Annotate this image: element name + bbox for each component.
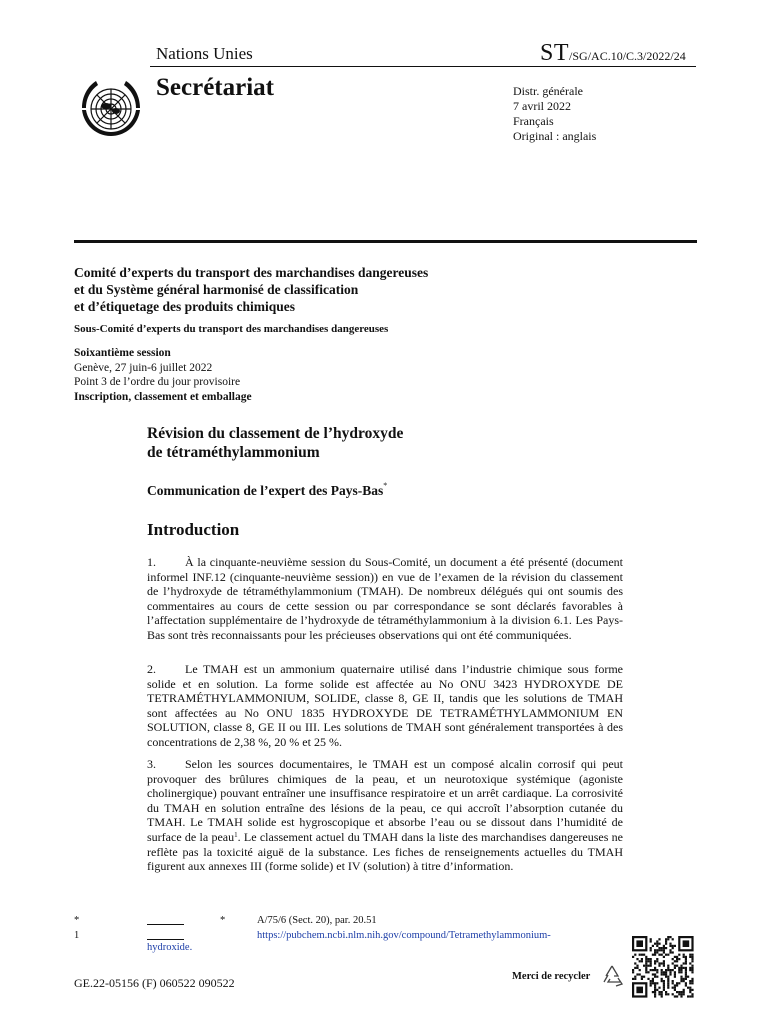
paragraph-text: Selon les sources documentaires, le TMAH est un composé alcalin corrosif qui peut provoquer des brûlures chimiques de la peau, et un neurotoxique systémique (agoniste cholinergique) pouvant entraîner une insuffisance respiratoire et un arrêt cardiaque. La corrosivité du TMAH en solution entraîne des lésions de la peau, ce qui accroît l’absorption cutanée du TMAH. Le TMAH solide est hygroscopique et absorbe l’eau ou se dissout dans l’humidité de surface de la peau bbox=[147, 757, 623, 844]
agenda-item: Point 3 de l’ordre du jour provisoire bbox=[74, 376, 241, 389]
footnote-link[interactable]: hydroxide. bbox=[147, 942, 193, 953]
footnote-rule bbox=[147, 939, 184, 940]
document-title-line: Révision du classement de l’hydroxyde bbox=[147, 425, 404, 442]
symbol-prefix: ST bbox=[540, 40, 570, 66]
committee-line: Comité d’experts du transport des marchandises dangereuses bbox=[74, 265, 429, 280]
qr-code-icon bbox=[630, 936, 696, 998]
paragraph-text: . Le classement actuel du TMAH dans la liste des marchandises dangereuses ne reflète pas la toxicité aiguë de la substance. Les fiches de renseignements actuelles du TMAH figurent aux annexes III (forme solide) et IV (solution) à titre d’information. bbox=[147, 829, 623, 874]
paragraph bbox=[147, 662, 623, 750]
committee-line: et d’étiquetage des produits chimiques bbox=[74, 299, 296, 314]
job-number: GE.22-05156 (F) 060522 090522 bbox=[74, 976, 235, 990]
document-title-line: de tétraméthylammonium bbox=[147, 444, 320, 461]
communication-line bbox=[147, 483, 387, 499]
distribution-block bbox=[513, 84, 596, 144]
organization-name: Nations Unies bbox=[156, 44, 253, 63]
recycle-label: Merci de recycler bbox=[512, 971, 591, 982]
paragraph bbox=[147, 555, 623, 643]
communication-text: Communication de l’expert des Pays-Bas bbox=[147, 483, 384, 498]
section-heading: Introduction bbox=[147, 520, 240, 539]
footnote-marker: * bbox=[220, 915, 226, 926]
paragraph-number: 3. bbox=[147, 757, 156, 771]
footnote-rule bbox=[147, 924, 184, 925]
subcommittee-name: Sous-Comité d’experts du transport des marchandises dangereuses bbox=[74, 323, 389, 335]
footnote-marker: 1 bbox=[74, 930, 80, 941]
distribution-original: Original : anglais bbox=[513, 129, 597, 143]
document-symbol bbox=[540, 40, 686, 67]
committee-line: et du Système général harmonisé de classification bbox=[74, 282, 359, 297]
recycle-icon bbox=[598, 962, 626, 990]
header-rule bbox=[150, 66, 696, 67]
committee-name bbox=[74, 264, 544, 315]
header-thick-rule bbox=[74, 240, 697, 243]
distribution-language: Français bbox=[513, 114, 554, 128]
session-place-dates: Genève, 27 juin-6 juillet 2022 bbox=[74, 361, 213, 374]
footnote-text: A/75/6 (Sect. 20), par. 20.51 bbox=[257, 915, 377, 926]
un-emblem-icon bbox=[78, 76, 144, 142]
session-block bbox=[74, 346, 252, 404]
distribution-date: 7 avril 2022 bbox=[513, 99, 571, 113]
footnote-marker: * bbox=[74, 915, 80, 926]
agenda-title: Inscription, classement et emballage bbox=[74, 390, 252, 403]
footnote-mark: * bbox=[383, 481, 388, 490]
document-title bbox=[147, 424, 567, 462]
footnote-link[interactable]: https://pubchem.ncbi.nlm.nih.gov/compound/Tetramethylammonium- bbox=[257, 930, 551, 941]
distribution-type: Distr. générale bbox=[513, 84, 583, 98]
secretariat-title: Secrétariat bbox=[156, 74, 274, 101]
session-name: Soixantième session bbox=[74, 347, 171, 359]
paragraph-number: 2. bbox=[147, 662, 156, 676]
paragraph bbox=[147, 757, 623, 874]
footnote-mark: 1 bbox=[234, 830, 238, 839]
paragraph-text: À la cinquante-neuvième session du Sous-Comité, un document a été présenté (document informel INF.12 (cinquante-neuvième session)) en vue de l’examen de la révision du classement de l’hydroxyde de tétraméthylammonium (TMAH). De nombreux délégués qui ont soumis des commentaires au cours de cette session ou par correspondance se sont déclarés favorables à l’affectation supplémentaire de l’hydroxyde de tétraméthylammonium à la division 6.1. Les Pays-Bas sont très reconnaissants pour les précieuses observations qui ont été communiquées. bbox=[147, 555, 623, 642]
symbol-rest: /SG/AC.10/C.3/2022/24 bbox=[569, 49, 686, 63]
paragraph-text: Le TMAH est un ammonium quaternaire utilisé dans l’industrie chimique sous forme solide et en solution. La forme solide est affectée au No ONU 3423 HYDROXYDE DE TETRAMÉTHYLAMMONIUM, SOLIDE, classe 8, GE II, tandis que les solutions de TMAH sont affectées au No ONU 1835 HYDROXYDE DE TETRAMÉTHYLAMMONIUM EN SOLUTION, classe 8, GE II ou III. Les solutions de TMAH sont généralement transportées à des concentrations de 2,38 %, 20 % et 25 %. bbox=[147, 662, 623, 749]
paragraph-number: 1. bbox=[147, 555, 156, 569]
